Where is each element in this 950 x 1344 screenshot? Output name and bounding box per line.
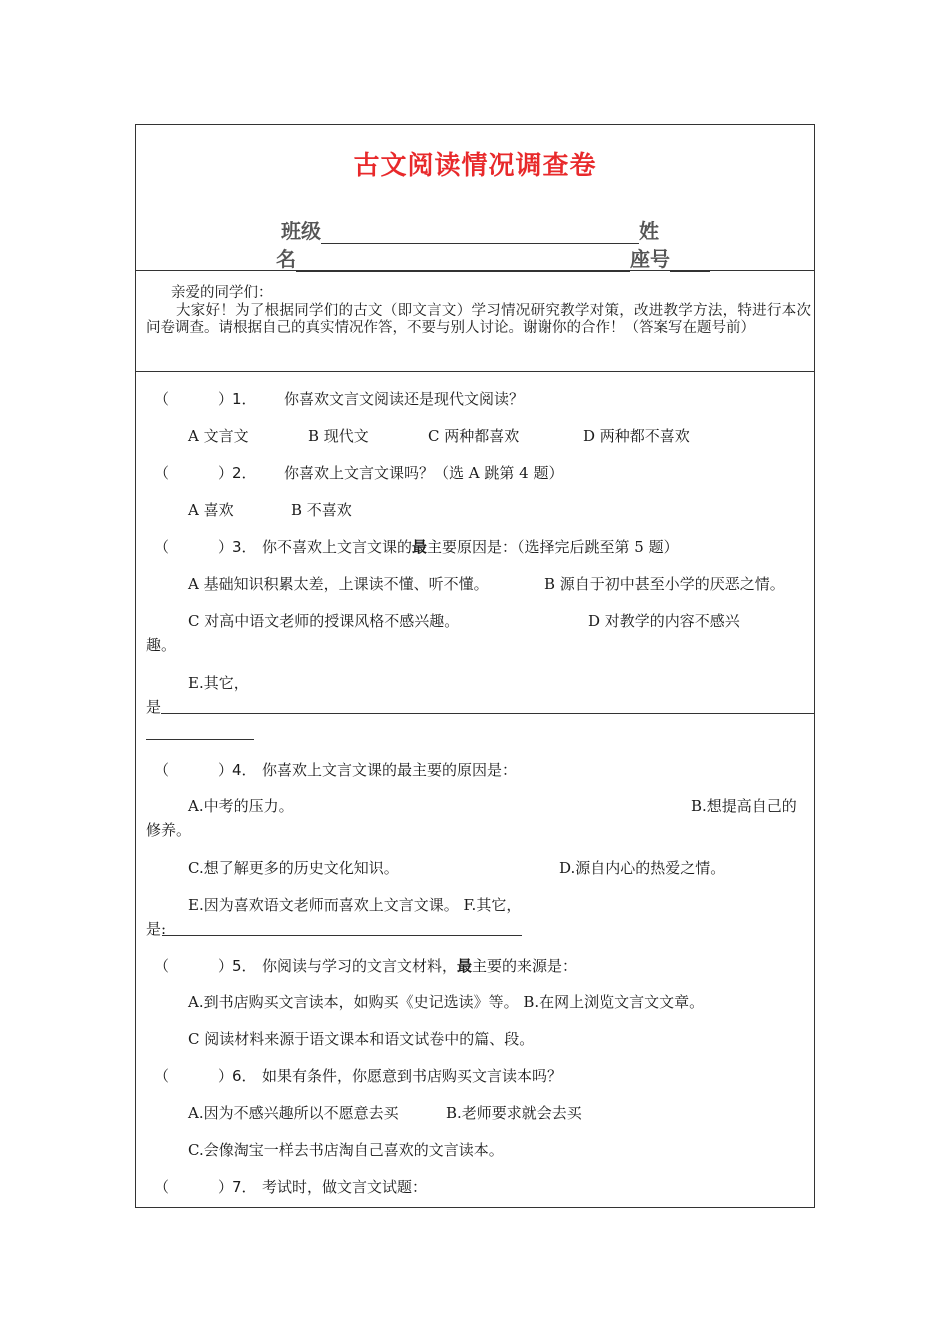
name-label-a: 姓 — [639, 219, 659, 243]
question-text-bold: 最 — [457, 957, 473, 975]
answer-blank-close: ） — [218, 538, 234, 556]
option-a[interactable]: A 基础知识积累太差，上课读不懂、听不懂。 — [188, 575, 489, 593]
question-text: 考试时，做文言文试题： — [262, 1178, 428, 1196]
greeting: 亲爱的同学们： — [171, 285, 273, 301]
question-number: 2． — [232, 464, 257, 482]
answer-blank-close: ） — [218, 390, 234, 408]
question-text-pre: 你阅读与学习的文言文材料， — [262, 957, 458, 975]
question-text-pre: 你不喜欢上文言文课的 — [262, 538, 413, 556]
option-b[interactable]: B 源自于初中甚至小学的厌恶之情。 — [544, 575, 785, 593]
answer-blank-close: ） — [218, 1067, 234, 1085]
question-text: 你喜欢上文言文课的最主要的原因是： — [262, 761, 518, 779]
question-number: 7． — [232, 1178, 257, 1196]
option-d[interactable]: D.源自内心的热爱之情。 — [559, 859, 726, 877]
option-a[interactable]: A.因为不感兴趣所以不愿意去买 — [188, 1104, 399, 1122]
info-line-1 — [281, 215, 659, 244]
class-label: 班级 — [281, 219, 321, 243]
survey-sheet — [135, 124, 815, 1208]
option-c[interactable]: C 对高中语文老师的授课风格不感兴趣。 — [188, 612, 460, 630]
info-line-2 — [276, 243, 710, 272]
fill-in-line[interactable] — [161, 713, 815, 714]
option-a[interactable]: A.中考的压力。 — [188, 797, 294, 815]
question-text-post: 主要原因是：（选择完后跳至第 5 题） — [427, 538, 679, 556]
option-a[interactable]: A 喜欢 — [188, 501, 234, 519]
option-a[interactable]: A 文言文 — [188, 427, 249, 445]
option-e-continued: 是 — [146, 698, 162, 716]
intro-section — [136, 270, 814, 372]
answer-blank-open[interactable]: （ — [154, 761, 170, 779]
option-b[interactable]: B 不喜欢 — [291, 501, 352, 519]
question-number: 1． — [232, 390, 257, 408]
option-b[interactable]: B.想提高自己的 — [691, 797, 797, 815]
question-number: 4． — [232, 761, 257, 779]
answer-blank-open[interactable]: （ — [154, 1067, 170, 1085]
name-label-b: 名 — [276, 247, 296, 271]
fill-in-line[interactable] — [146, 739, 254, 740]
option-c[interactable]: C 两种都喜欢 — [428, 427, 520, 445]
question-text: 你喜欢文言文阅读还是现代文阅读？ — [284, 390, 525, 408]
question-number: 6． — [232, 1067, 257, 1085]
question-text — [262, 536, 679, 557]
option-c[interactable]: C 阅读材料来源于语文课本和语文试卷中的篇、段。 — [188, 1030, 535, 1048]
question-text-bold: 最 — [412, 538, 428, 556]
option-c[interactable]: C.会像淘宝一样去书店淘自己喜欢的文言读本。 — [188, 1141, 504, 1159]
option-c[interactable]: C.想了解更多的历史文化知识。 — [188, 859, 399, 877]
fill-in-line[interactable] — [162, 935, 522, 936]
option-e[interactable]: E.其它， — [188, 674, 249, 692]
question-text: 如果有条件，你愿意到书店购买文言读本吗？ — [262, 1067, 563, 1085]
option-b[interactable]: B 现代文 — [308, 427, 369, 445]
page-title: 古文阅读情况调查卷 — [353, 151, 597, 181]
answer-blank-close: ） — [218, 1178, 234, 1196]
option-b-continued: 修养。 — [146, 821, 192, 839]
header-section — [136, 125, 814, 271]
answer-blank-open[interactable]: （ — [154, 957, 170, 975]
answer-blank-open[interactable]: （ — [154, 1178, 170, 1196]
answer-blank-close: ） — [218, 761, 234, 779]
option-d-continued: 趣。 — [146, 636, 177, 654]
option-e-f[interactable]: E.因为喜欢语文老师而喜欢上文言文课。 F.其它， — [188, 896, 522, 914]
question-number: 3． — [232, 538, 257, 556]
answer-blank-close: ） — [218, 464, 234, 482]
seat-label: 座号 — [630, 247, 670, 271]
question-text-post: 主要的来源是： — [472, 957, 578, 975]
question-number: 5． — [232, 957, 257, 975]
answer-blank-open[interactable]: （ — [154, 464, 170, 482]
class-blank[interactable] — [321, 225, 639, 244]
option-d[interactable]: D 对教学的内容不感兴 — [588, 612, 740, 630]
answer-blank-close: ） — [218, 957, 234, 975]
intro-body: 大家好！为了根据同学们的古文（即文言文）学习情况研究教学对策，改进教学方法，特进行本次问卷调查。请根据自己的真实情况作答，不要与别人讨论。谢谢你的合作！（答案写在题号前） — [146, 303, 811, 336]
answer-blank-open[interactable]: （ — [154, 390, 170, 408]
option-b[interactable]: B.老师要求就会去买 — [446, 1104, 582, 1122]
option-d[interactable]: D 两种都不喜欢 — [583, 427, 690, 445]
option-a-b[interactable]: A.到书店购买文言读本，如购买《史记选读》等。 B.在网上浏览文言文文章。 — [188, 993, 705, 1011]
answer-blank-open[interactable]: （ — [154, 538, 170, 556]
question-text: 你喜欢上文言文课吗？（选 A 跳第 4 题） — [284, 464, 564, 482]
question-text — [262, 955, 577, 976]
option-f-continued: 是: — [146, 920, 167, 938]
